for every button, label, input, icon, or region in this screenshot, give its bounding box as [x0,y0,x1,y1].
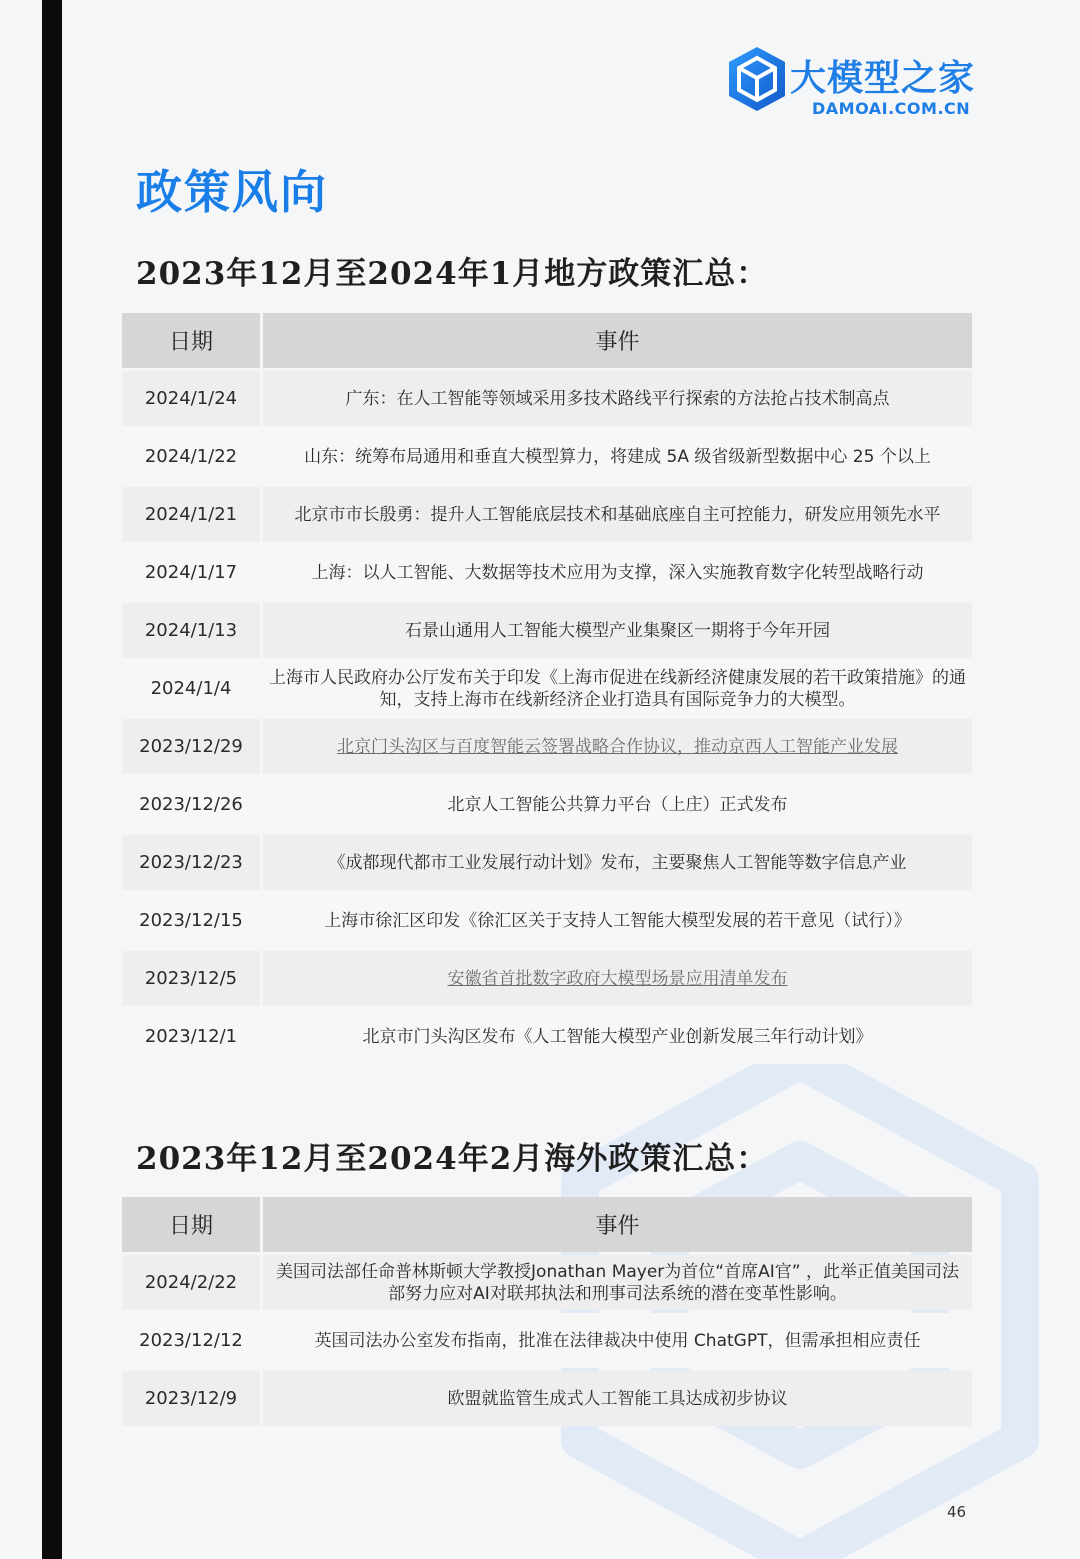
table-row [122,371,972,426]
row-date: 2023/12/23 [122,835,260,890]
page-number: 46 [947,1503,967,1521]
brand-domain: DAMOAI.COM.CN [812,99,971,118]
row-date: 2024/1/22 [122,429,260,484]
news-link[interactable]: 安徽省首批数字政府大模型场景应用清单发布 [447,968,788,989]
table-header [122,313,972,368]
section-title-overseas: 2023年12月至2024年2月海外政策汇总： [136,1141,769,1177]
row-date: 2024/1/24 [122,371,260,426]
row-event: 广东：在人工智能等领域采用多技术路线平行探索的方法抢占技术制高点 [263,371,972,426]
row-event: 《成都现代都市工业发展行动计划》发布，主要聚焦人工智能等数字信息产业 [263,835,972,890]
overseas-policy-table [122,1197,972,1429]
row-event-cell [263,951,972,1006]
header-event: 事件 [263,313,972,368]
row-event: 北京市市长殷勇：提升人工智能底层技术和基础底座自主可控能力，研发应用领先水平 [263,487,972,542]
row-event: 北京人工智能公共算力平台（上庄）正式发布 [263,777,972,832]
row-event: 上海：以人工智能、大数据等技术应用为支撑，深入实施教育数字化转型战略行动 [263,545,972,600]
row-event: 上海市人民政府办公厅发布关于印发《上海市促进在线新经济健康发展的若干政策措施》的通知，支持上海市在线新经济企业打造具有国际竞争力的大模型。 [263,661,972,716]
local-policy-table [122,313,972,1067]
left-edge-bar [42,0,62,1559]
row-date: 2023/12/26 [122,777,260,832]
row-event: 英国司法办公室发布指南，批准在法律裁决中使用 ChatGPT，但需承担相应责任 [263,1313,972,1368]
row-event-cell [263,719,972,774]
row-date: 2023/12/12 [122,1313,260,1368]
row-date: 2024/2/22 [122,1255,260,1310]
table-row [122,893,972,948]
table-row [122,545,972,600]
table-header [122,1197,972,1252]
page-title: 政策风向 [136,165,328,219]
table-row [122,429,972,484]
table-row [122,835,972,890]
table-row [122,1313,972,1368]
row-date: 2023/12/9 [122,1371,260,1426]
table-row [122,1009,972,1064]
header-event: 事件 [263,1197,972,1252]
table-row [122,603,972,658]
row-date: 2024/1/13 [122,603,260,658]
row-date: 2023/12/5 [122,951,260,1006]
table-row [122,951,972,1006]
table-row [122,777,972,832]
news-link[interactable]: 北京门头沟区与百度智能云签署战略合作协议，推动京西人工智能产业发展 [337,736,898,757]
row-event: 欧盟就监管生成式人工智能工具达成初步协议 [263,1371,972,1426]
table-row [122,719,972,774]
row-event: 北京市门头沟区发布《人工智能大模型产业创新发展三年行动计划》 [263,1009,972,1064]
row-date: 2024/1/4 [122,661,260,716]
row-date: 2024/1/17 [122,545,260,600]
row-date: 2023/12/15 [122,893,260,948]
row-date: 2023/12/1 [122,1009,260,1064]
brand-cube-icon [726,44,788,114]
table-row [122,1255,972,1310]
brand-logo [726,44,996,120]
table-row [122,661,972,716]
table-row [122,1371,972,1426]
row-event: 石景山通用人工智能大模型产业集聚区一期将于今年开园 [263,603,972,658]
header-date: 日期 [122,313,260,368]
header-date: 日期 [122,1197,260,1252]
section-title-local: 2023年12月至2024年1月地方政策汇总： [136,256,769,292]
row-event: 美国司法部任命普林斯顿大学教授Jonathan Mayer为首位“首席AI官” ，此举正值美国司法部努力应对AI对联邦执法和刑事司法系统的潜在变革性影响。 [263,1255,972,1310]
table-row [122,487,972,542]
row-date: 2023/12/29 [122,719,260,774]
row-event: 山东：统筹布局通用和垂直大模型算力，将建成 5A 级省级新型数据中心 25 个以上 [263,429,972,484]
brand-name: 大模型之家 [790,58,976,99]
row-date: 2024/1/21 [122,487,260,542]
row-event: 上海市徐汇区印发《徐汇区关于支持人工智能大模型发展的若干意见（试行）》 [263,893,972,948]
